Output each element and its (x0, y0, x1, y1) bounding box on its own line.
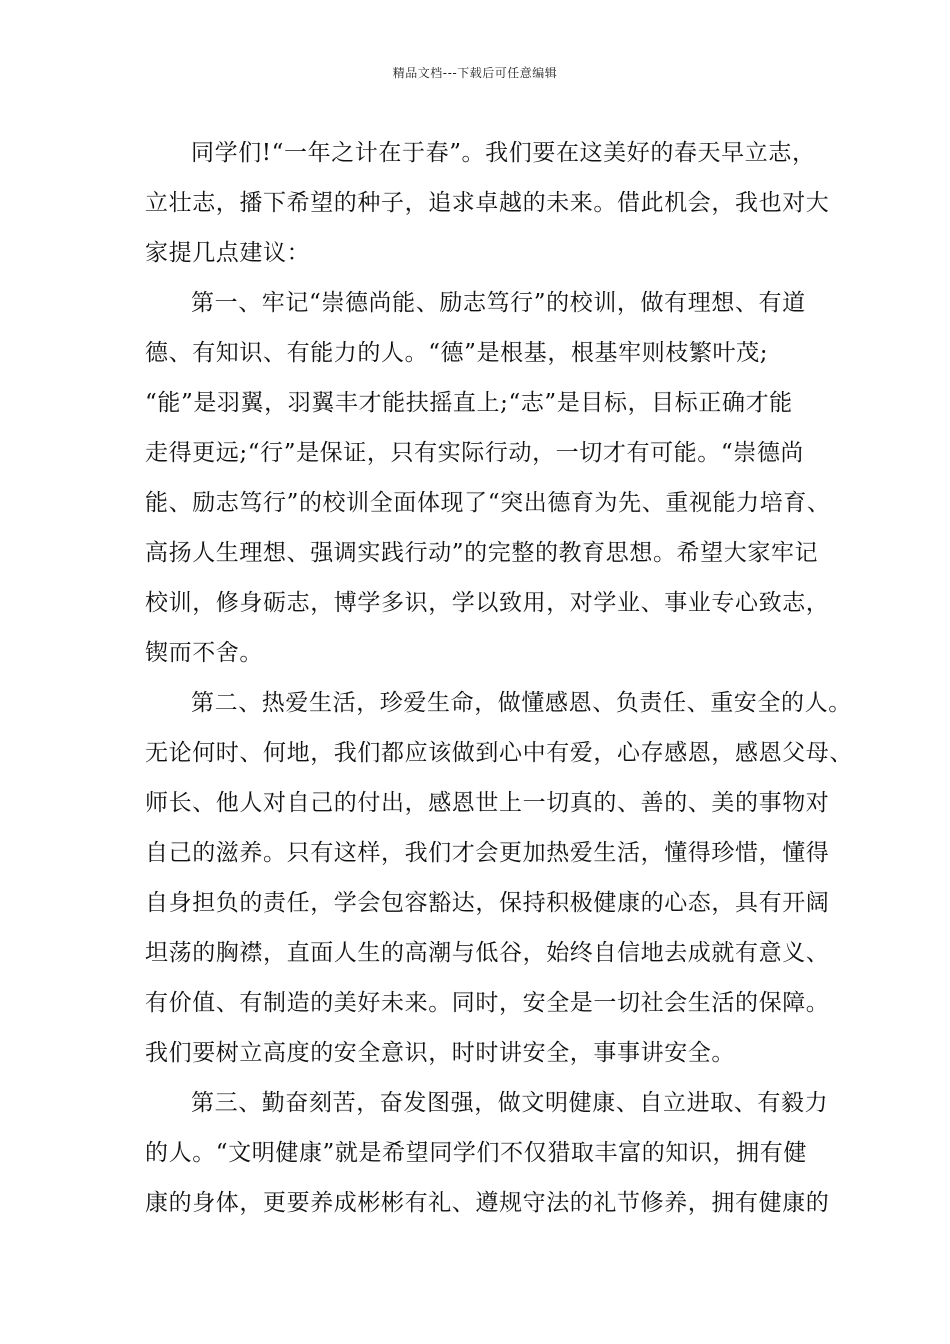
paragraph-3-line: 我们要树立高度的安全意识，时时讲安全，事事讲安全。 (145, 1040, 735, 1066)
paragraph-3-line: 自身担负的责任，学会包容豁达，保持积极健康的心态，具有开阔 (145, 890, 830, 916)
paragraph-2-line: 走得更远;“行”是保证，只有实际行动，一切才有可能。“崇德尚 (145, 440, 805, 466)
paragraph-2-line: 锲而不舍。 (145, 640, 263, 666)
paragraph-1-line: 家提几点建议： (145, 240, 311, 266)
paragraph-4-line: 康的身体，更要养成彬彬有礼、遵规守法的礼节修养，拥有健康的 (145, 1190, 830, 1216)
paragraph-3-line: 自己的滋养。只有这样，我们才会更加热爱生活，懂得珍惜，懂得 (145, 840, 830, 866)
paragraph-1-line: 立壮志，播下希望的种子，追求卓越的未来。借此机会，我也对大 (145, 190, 830, 216)
paragraph-2-line: 德、有知识、有能力的人。“德”是根基，根基牢则枝繁叶茂; (145, 340, 769, 366)
paragraph-3-line: 无论何时、何地，我们都应该做到心中有爱，心存感恩，感恩父母、 (145, 740, 853, 766)
paragraph-3-line: 师长、他人对自己的付出，感恩世上一切真的、善的、美的事物对 (145, 790, 830, 816)
page-header: 精品文档---下载后可任意编辑 (392, 66, 558, 80)
paragraph-3-line: 第二、热爱生活，珍爱生命，做懂感恩、负责任、重安全的人。 (191, 690, 852, 716)
paragraph-3-line: 有价值、有制造的美好未来。同时，安全是一切社会生活的保障。 (145, 990, 830, 1016)
paragraph-2-line: 第一、牢记“崇德尚能、励志笃行”的校训，做有理想、有道 (191, 290, 806, 316)
paragraph-1-line: 同学们!“一年之计在于春”。我们要在这美好的春天早立志， (191, 140, 816, 166)
paragraph-2-line: 能、励志笃行”的校训全面体现了“突出德育为先、重视能力培育、 (145, 490, 831, 516)
paragraph-3-line: 坦荡的胸襟，直面人生的高潮与低谷，始终自信地去成就有意义、 (145, 940, 830, 966)
paragraph-4-line: 的人。“文明健康”就是希望同学们不仅猎取丰富的知识，拥有健 (145, 1140, 807, 1166)
paragraph-2-line: 校训，修身砺志，博学多识，学以致用，对学业、事业专心致志， (145, 590, 830, 616)
paragraph-2-line: 高扬人生理想、强调实践行动”的完整的教育思想。希望大家牢记 (145, 540, 819, 566)
paragraph-2-line: “能”是羽翼，羽翼丰才能扶摇直上;“志”是目标，目标正确才能 (145, 390, 793, 416)
document-body (145, 128, 853, 1228)
paragraph-4-line: 第三、勤奋刻苦，奋发图强，做文明健康、自立进取、有毅力 (191, 1090, 829, 1116)
